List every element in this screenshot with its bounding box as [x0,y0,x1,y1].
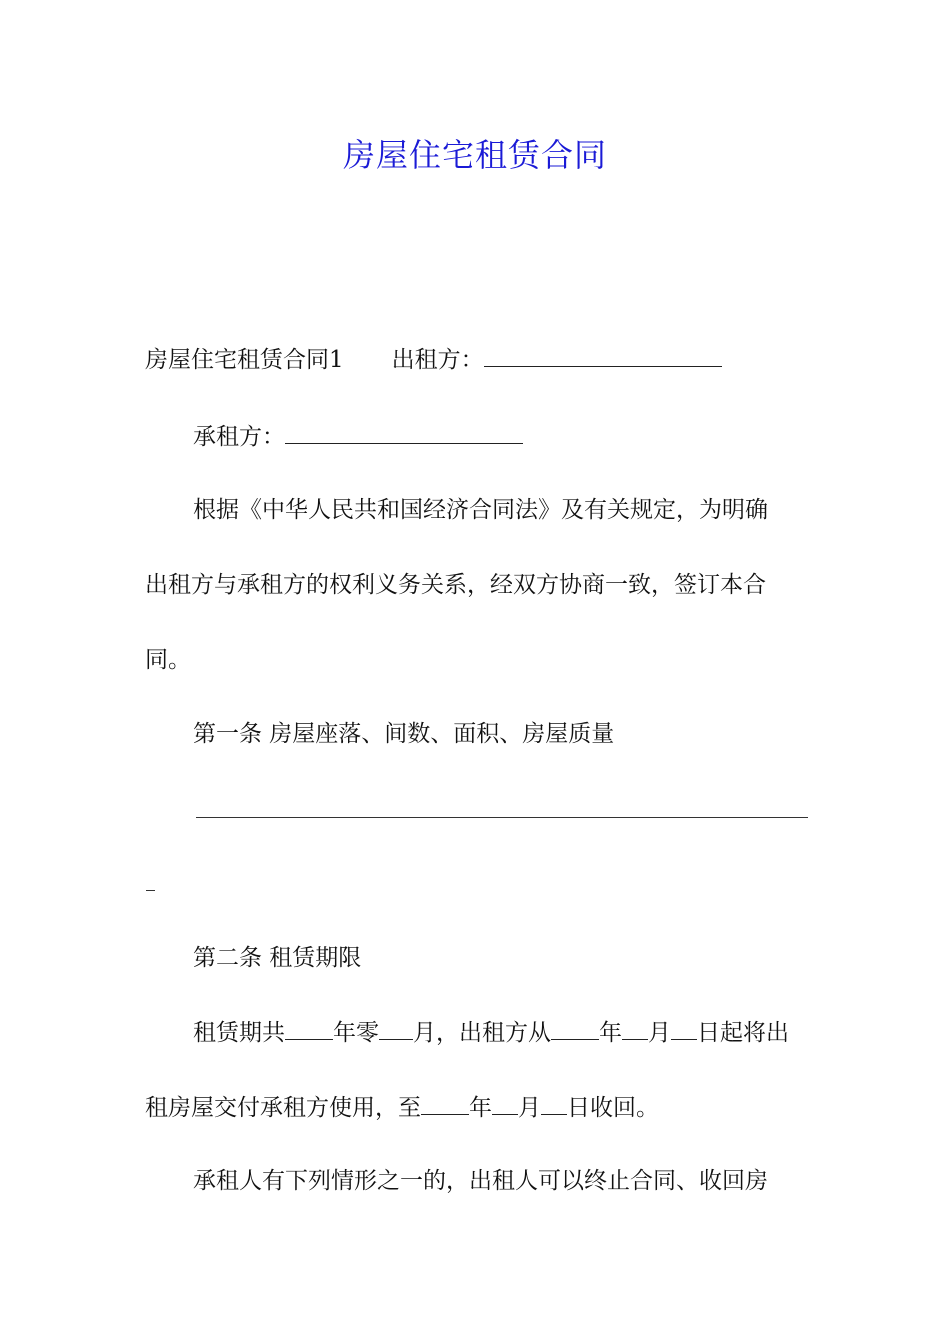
document-title: 房屋住宅租赁合同 [342,136,607,174]
end-year-blank [421,1092,469,1115]
article-1-fill-line-end [146,890,155,891]
end-day-blank [541,1092,567,1115]
term-text: 月，出租方从 [413,1020,551,1046]
lessor-label: 出租方： [391,347,484,373]
years-blank [285,1017,333,1040]
end-month-blank [492,1092,518,1115]
article-2-title: 第二条 租赁期限 [193,945,362,971]
preamble-line-1: 根据《中华人民共和国经济合同法》及有关规定，为明确 [193,497,768,523]
article-1-title: 第一条 房屋座落、间数、面积、房屋质量 [193,721,615,747]
lessee-label: 承租方： [193,424,285,450]
lessee-blank [285,421,523,444]
term-text: 租房屋交付承租方使用，至 [145,1095,421,1121]
term-text: 月 [648,1020,671,1046]
term-text: 年零 [333,1020,379,1046]
term-text: 日起将出 [697,1020,789,1046]
term-text: 日收回。 [567,1095,659,1121]
start-year-blank [551,1017,599,1040]
termination-line-1: 承租人有下列情形之一的，出租人可以终止合同、收回房 [193,1168,768,1194]
lessor-blank [484,344,722,367]
term-line-1 [193,1017,789,1048]
article-1-fill-line [196,817,808,818]
term-text: 年 [469,1095,492,1121]
term-text: 月 [518,1095,541,1121]
preamble-line-3: 同。 [145,647,191,673]
start-month-blank [622,1017,648,1040]
lessee-line [193,421,523,452]
preamble-line-2: 出租方与承租方的权利义务关系，经双方协商一致，签订本合 [145,572,766,598]
term-text: 年 [599,1020,622,1046]
months-blank [379,1017,413,1040]
start-day-blank [671,1017,697,1040]
term-line-2 [145,1092,659,1123]
heading-line [145,344,722,375]
contract-heading-label: 房屋住宅租赁合同1 [145,347,344,373]
term-text: 租赁期共 [193,1020,285,1046]
